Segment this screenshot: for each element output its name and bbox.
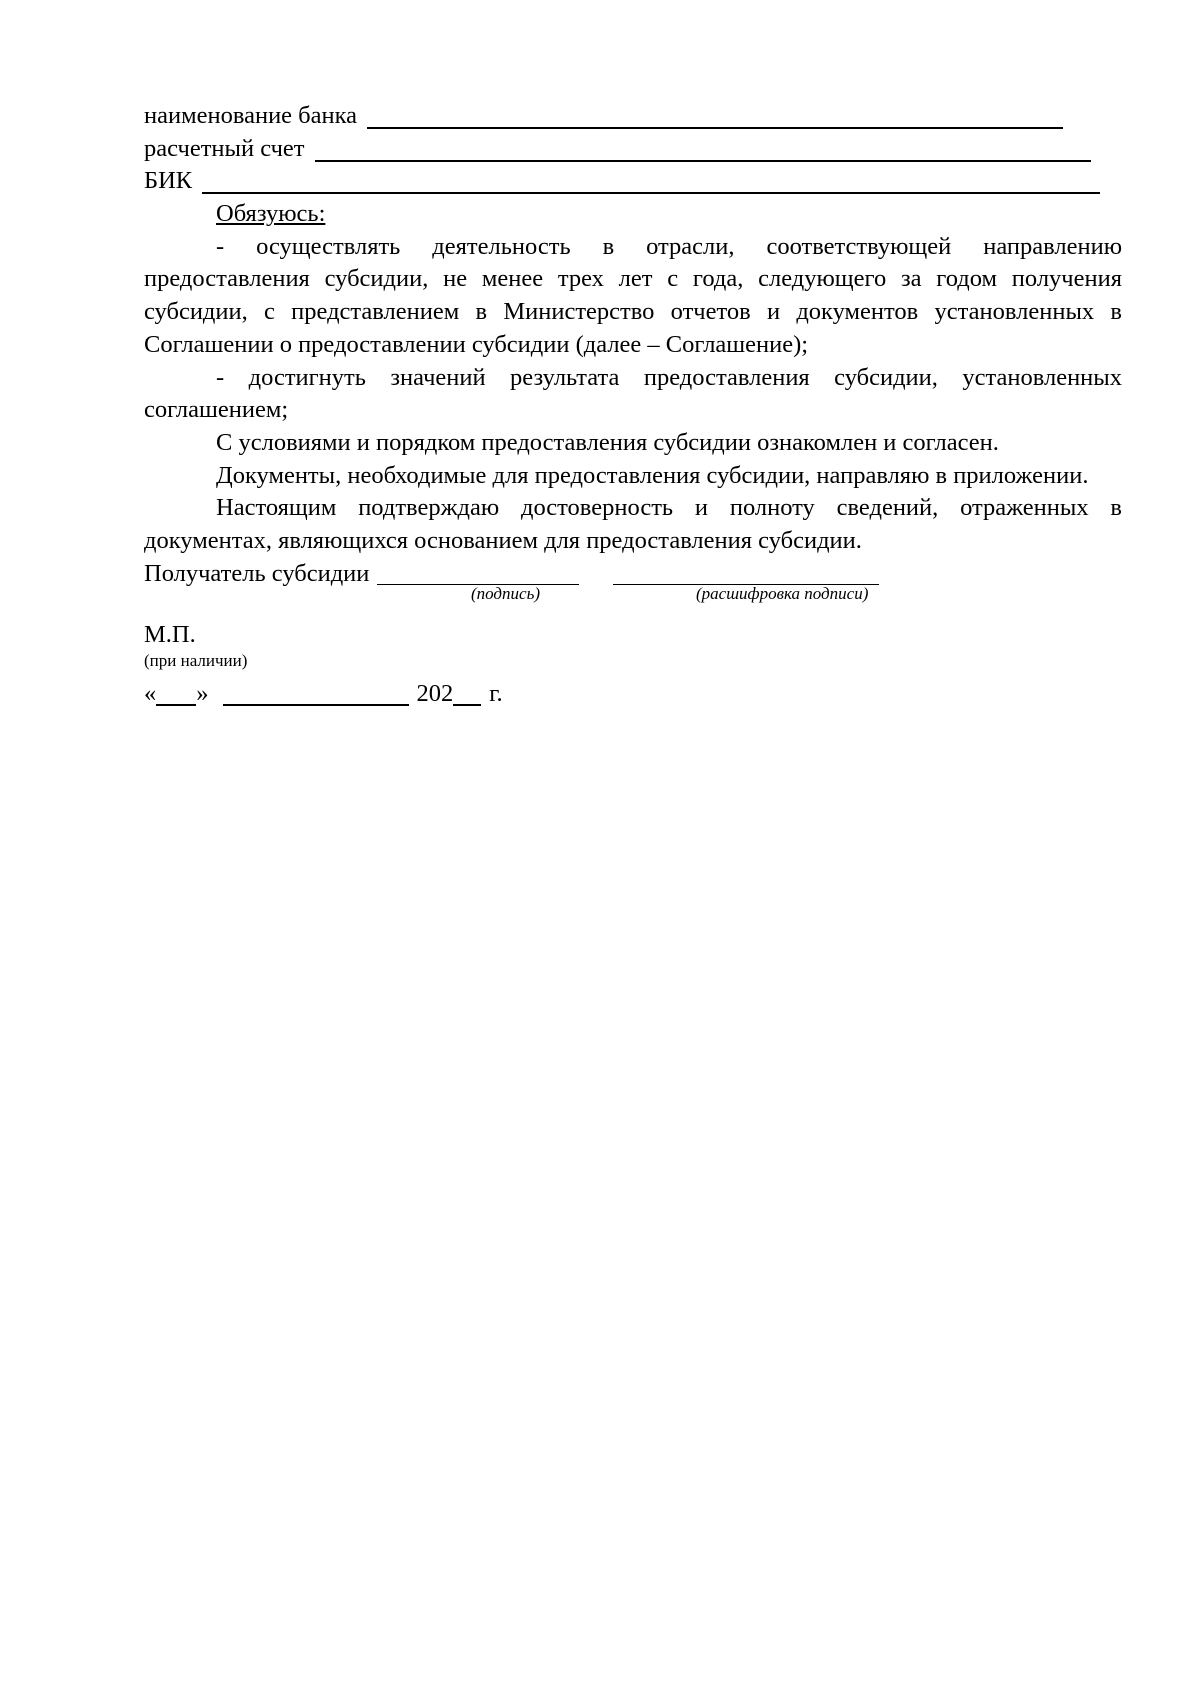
account-line <box>315 160 1091 162</box>
caption-decode: (расшифровка подписи) <box>696 584 869 604</box>
date-row <box>144 678 1122 712</box>
bik-line <box>202 192 1100 194</box>
date-open-quote: « <box>144 680 157 708</box>
date-year-line <box>453 704 481 706</box>
stamp-label: М.П. <box>144 621 196 649</box>
commit-heading: Обязуюсь: <box>216 200 326 228</box>
stamp-note: (при наличии) <box>144 651 248 671</box>
signature-row <box>144 558 1122 591</box>
signature-label: Получатель субсидии <box>144 559 370 587</box>
date-month-line <box>223 704 409 706</box>
bank-name-line <box>367 127 1063 129</box>
paragraph-4: Документы, необходимые для предоставления субсидии, направляю в приложении. <box>216 461 1089 489</box>
paragraph-1: - осуществлять деятельность в отрасли, соответствующей направлению предоставления субсидии, не менее трех лет с года, следующего за годом получения субсидии, с представлением в Министерство отчетов и документов установленных в Соглашении о предоставлении субсидии (далее – Соглашение); <box>144 232 1122 358</box>
paragraph-3: С условиями и порядком предоставления субсидии ознакомлен и согласен. <box>216 428 999 456</box>
date-close-quote: » <box>196 680 209 708</box>
bik-row <box>144 165 1122 198</box>
date-year-prefix: 202 <box>416 680 454 708</box>
bank-name-label: наименование банка <box>144 102 358 129</box>
document-page <box>144 100 1122 712</box>
paragraph-2: - достигнуть значений результата предоставления субсидии, установленных соглашением; <box>144 363 1122 424</box>
account-row <box>144 133 1122 166</box>
caption-signature: (подпись) <box>471 584 540 604</box>
date-day-line <box>156 704 196 706</box>
bank-name-row <box>144 100 1122 133</box>
commit-heading-paragraph <box>144 198 1122 231</box>
bik-label: БИК <box>144 167 193 195</box>
account-label: расчетный счет <box>144 134 305 162</box>
date-year-suffix: г. <box>489 680 503 708</box>
signature-captions <box>144 584 1122 614</box>
paragraph-5: Настоящим подтверждаю достоверность и полноту сведений, отраженных в документах, являющихся основанием для предоставления субсидии. <box>144 494 1122 555</box>
